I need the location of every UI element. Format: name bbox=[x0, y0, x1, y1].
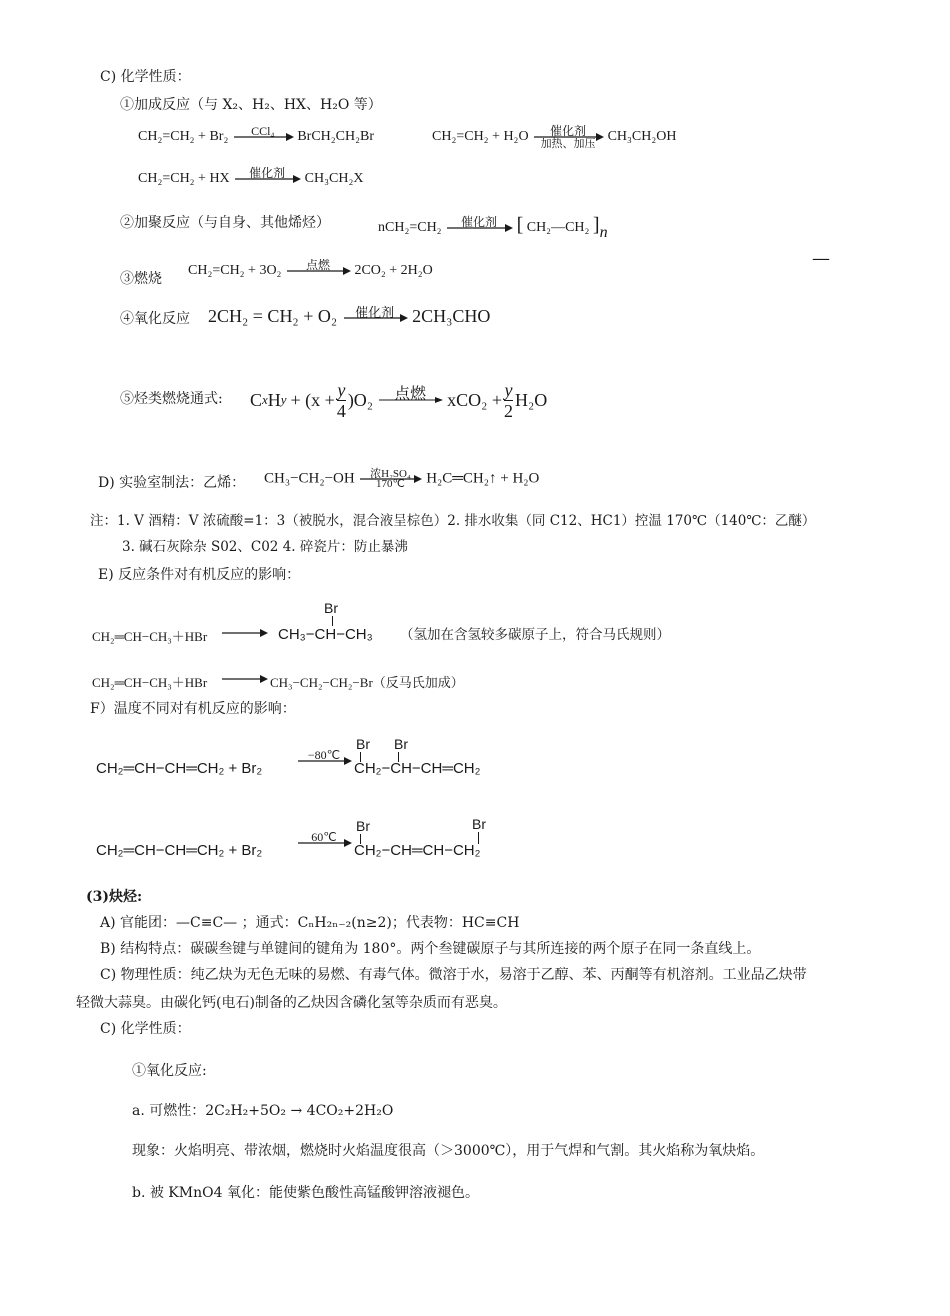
anti-markovnikov-reactants: CH₂═CH−CH₃＋HBr bbox=[92, 675, 208, 690]
eq-reactants: CH₂=CH₂ + Br₂ bbox=[138, 129, 229, 145]
arrow-condition: 点燃 bbox=[394, 386, 427, 403]
product2-br-2: Br bbox=[472, 816, 486, 832]
section-f-heading: F）温度不同对有机反应的影响： bbox=[90, 701, 296, 717]
right-bracket: ] bbox=[592, 214, 600, 236]
frac-numerator: y bbox=[504, 379, 513, 400]
polymerization-eq bbox=[378, 214, 608, 242]
polymer-unit: CH₂—CH₂ bbox=[526, 220, 590, 235]
x-subscript: x bbox=[262, 392, 268, 407]
product1-br-1: Br bbox=[356, 736, 370, 752]
addition-eq-1 bbox=[138, 124, 375, 146]
eq-products: 2CO₂ + 2H₂O bbox=[354, 263, 433, 279]
polymerization-title: ②加聚反应（与自身、其他烯烃） bbox=[120, 215, 330, 231]
bond-line bbox=[332, 616, 333, 626]
arrow-condition-2: 加热、加压 bbox=[540, 138, 596, 150]
oxidation-title: ④氧化反应 bbox=[120, 311, 190, 327]
arrow-condition: 催化剂 bbox=[355, 304, 395, 320]
general-combustion-eq bbox=[250, 374, 547, 426]
product-1-4-addition: CH₂−CH═CH−CH₂ bbox=[354, 842, 481, 859]
combustion-eq bbox=[188, 258, 433, 280]
arrow-60 bbox=[296, 830, 352, 852]
polymer-n: n bbox=[599, 224, 608, 241]
frac-denominator: 4 bbox=[336, 400, 346, 421]
eq-reactants: CH₂=CH₂ + HX bbox=[138, 171, 230, 187]
eq-products: CH₃CH₂OH bbox=[607, 129, 677, 145]
eq-products: CH₃CH₂X bbox=[304, 171, 364, 187]
frac-numerator: y bbox=[337, 379, 346, 400]
combustion-title: ③燃烧 bbox=[120, 271, 162, 287]
reaction-arrow bbox=[285, 258, 351, 280]
reaction-arrow bbox=[232, 124, 294, 146]
section-c-heading: C) 化学性质： bbox=[100, 69, 191, 85]
eq-reactants: 2CH₂ = CH₂ + O₂ bbox=[208, 306, 338, 326]
h-symbol: H bbox=[267, 389, 281, 410]
c-symbol: C bbox=[250, 389, 263, 410]
addition-eq-2 bbox=[432, 124, 677, 150]
lab-prep-heading: D) 实验室制法：乙烯： bbox=[98, 475, 246, 491]
alkyne-oxidation-b: b. 被 KMnO4 氧化：能使紫色酸性高锰酸钾溶液褪色。 bbox=[132, 1185, 479, 1201]
arrow-condition: 催化剂 bbox=[249, 166, 286, 180]
eq-products: BrCH₂CH₂Br bbox=[297, 129, 375, 145]
alkyne-heading: (3)炔烃: bbox=[86, 889, 143, 905]
alkyne-c-line2: 轻微大蒜臭。由碳化钙(电石)制备的乙炔因含磷化氢等杂质而有恶臭。 bbox=[76, 995, 507, 1011]
reaction-arrow bbox=[233, 166, 301, 188]
product-1-2-addition: CH₂−CH−CH═CH₂ bbox=[354, 760, 481, 777]
lab-prep-eq bbox=[264, 470, 539, 488]
expr-close: )O₂ bbox=[347, 389, 374, 410]
expr-open: + (x + bbox=[290, 389, 335, 410]
arrow-condition: 催化剂 bbox=[550, 124, 587, 138]
frac-denominator: 2 bbox=[504, 400, 514, 421]
y-subscript: y bbox=[280, 392, 287, 407]
note-line-2: 3. 碱石灰除杂 S02、C02 4. 碎瓷片：防止暴沸 bbox=[122, 539, 408, 555]
reaction-arrow bbox=[445, 214, 513, 237]
arrow-condition: CCl₄ bbox=[251, 124, 275, 138]
note-line-1: 注：1. V 酒精：V 浓硫酸=1：3（被脱水，混合液呈棕色）2. 排水收集（同 C12、HC1）控温 170℃（140℃：乙醚） bbox=[90, 513, 816, 529]
addition-eq-3 bbox=[138, 166, 364, 188]
alkyne-c-line1: C) 物理性质：纯乙炔为无色无味的易燃、有毒气体。微溶于水，易溶于乙醇、苯、丙酮等有机溶剂。工业品乙炔带 bbox=[100, 967, 807, 983]
alkyne-phenomenon: 现象：火焰明亮、带浓烟，燃烧时火焰温度很高（＞3000℃），用于气焊和气割。其火焰称为氧炔焰。 bbox=[132, 1143, 765, 1159]
eq-products: H₂C═CH₂↑ + H₂O bbox=[426, 470, 540, 487]
arrow-condition: 催化剂 bbox=[461, 214, 498, 229]
reaction-arrow bbox=[358, 470, 422, 488]
reaction-arrow bbox=[377, 386, 443, 410]
addition-reaction-title: ①加成反应（与 X₂、H₂、HX、H₂O 等） bbox=[120, 97, 382, 113]
diene-reactants-1: CH₂═CH−CH═CH₂ + Br₂ bbox=[96, 760, 263, 777]
product1-br-2: Br bbox=[394, 736, 408, 752]
oxidation-eq bbox=[208, 306, 490, 328]
general-combustion-title: ⑤烃类燃烧通式: bbox=[120, 391, 223, 407]
arrow-minus80 bbox=[296, 748, 352, 770]
arrow-2 bbox=[222, 672, 268, 691]
reaction-arrow bbox=[342, 304, 408, 328]
arrow-condition-2: 170℃ bbox=[376, 478, 405, 490]
expr-h2o: H₂O bbox=[515, 389, 548, 410]
section-e-heading: E) 反应条件对有机反应的影响： bbox=[98, 567, 301, 583]
diene-reactants-2: CH₂═CH−CH═CH₂ + Br₂ bbox=[96, 842, 263, 859]
markovnikov-reactants: CH₂═CH−CH₃＋HBr bbox=[92, 629, 208, 644]
eq-reactants: CH₂=CH₂ + 3O₂ bbox=[188, 263, 282, 279]
arrow-condition: 点燃 bbox=[305, 258, 330, 272]
alkyne-oxidation-title: ①氧化反应: bbox=[132, 1063, 207, 1079]
reaction-arrow bbox=[532, 124, 604, 150]
left-bracket: [ bbox=[516, 214, 524, 236]
eq-products: 2CH₃CHO bbox=[412, 306, 491, 326]
eq-reactants: CH₃−CH₂−OH bbox=[264, 470, 355, 487]
arrow-condition: 浓H₂SO₄ bbox=[370, 468, 411, 480]
alkyne-a: A) 官能团：—C≡C— ；通式：CₙH₂ₙ₋₂(n≥2)；代表物：HC≡CH bbox=[100, 915, 520, 931]
y-over-4 bbox=[337, 380, 346, 421]
eq-reactants: CH₂=CH₂ + H₂O bbox=[432, 129, 529, 145]
arrow-1 bbox=[222, 626, 268, 645]
alkyne-oxidation-a: a. 可燃性：2C₂H₂+5O₂ → 4CO₂+2H₂O bbox=[132, 1103, 394, 1119]
product2-br-1: Br bbox=[356, 818, 370, 834]
y-over-2 bbox=[504, 380, 513, 421]
arrow-condition: −80℃ bbox=[307, 748, 341, 762]
markovnikov-br: Br bbox=[324, 600, 338, 616]
alkyne-chem-heading: C) 化学性质： bbox=[100, 1021, 191, 1037]
expr-xco2: xCO₂ + bbox=[447, 389, 503, 410]
eq-reactants: nCH₂=CH₂ bbox=[378, 220, 442, 235]
alkyne-b: B) 结构特点：碳碳叁键与单键间的键角为 180°。两个叁键碳原子与其所连接的两个原子在同一条直线上。 bbox=[100, 941, 761, 957]
arrow-condition: 60℃ bbox=[311, 830, 337, 844]
markovnikov-product: CH₃−CH−CH₃ bbox=[278, 626, 373, 643]
stray-dash: — bbox=[812, 248, 830, 269]
markovnikov-note: （氢加在含氢较多碳原子上，符合马氏规则） bbox=[400, 627, 670, 643]
anti-markovnikov-product: CH₃−CH₂−CH₂−Br（反马氏加成） bbox=[270, 675, 464, 690]
